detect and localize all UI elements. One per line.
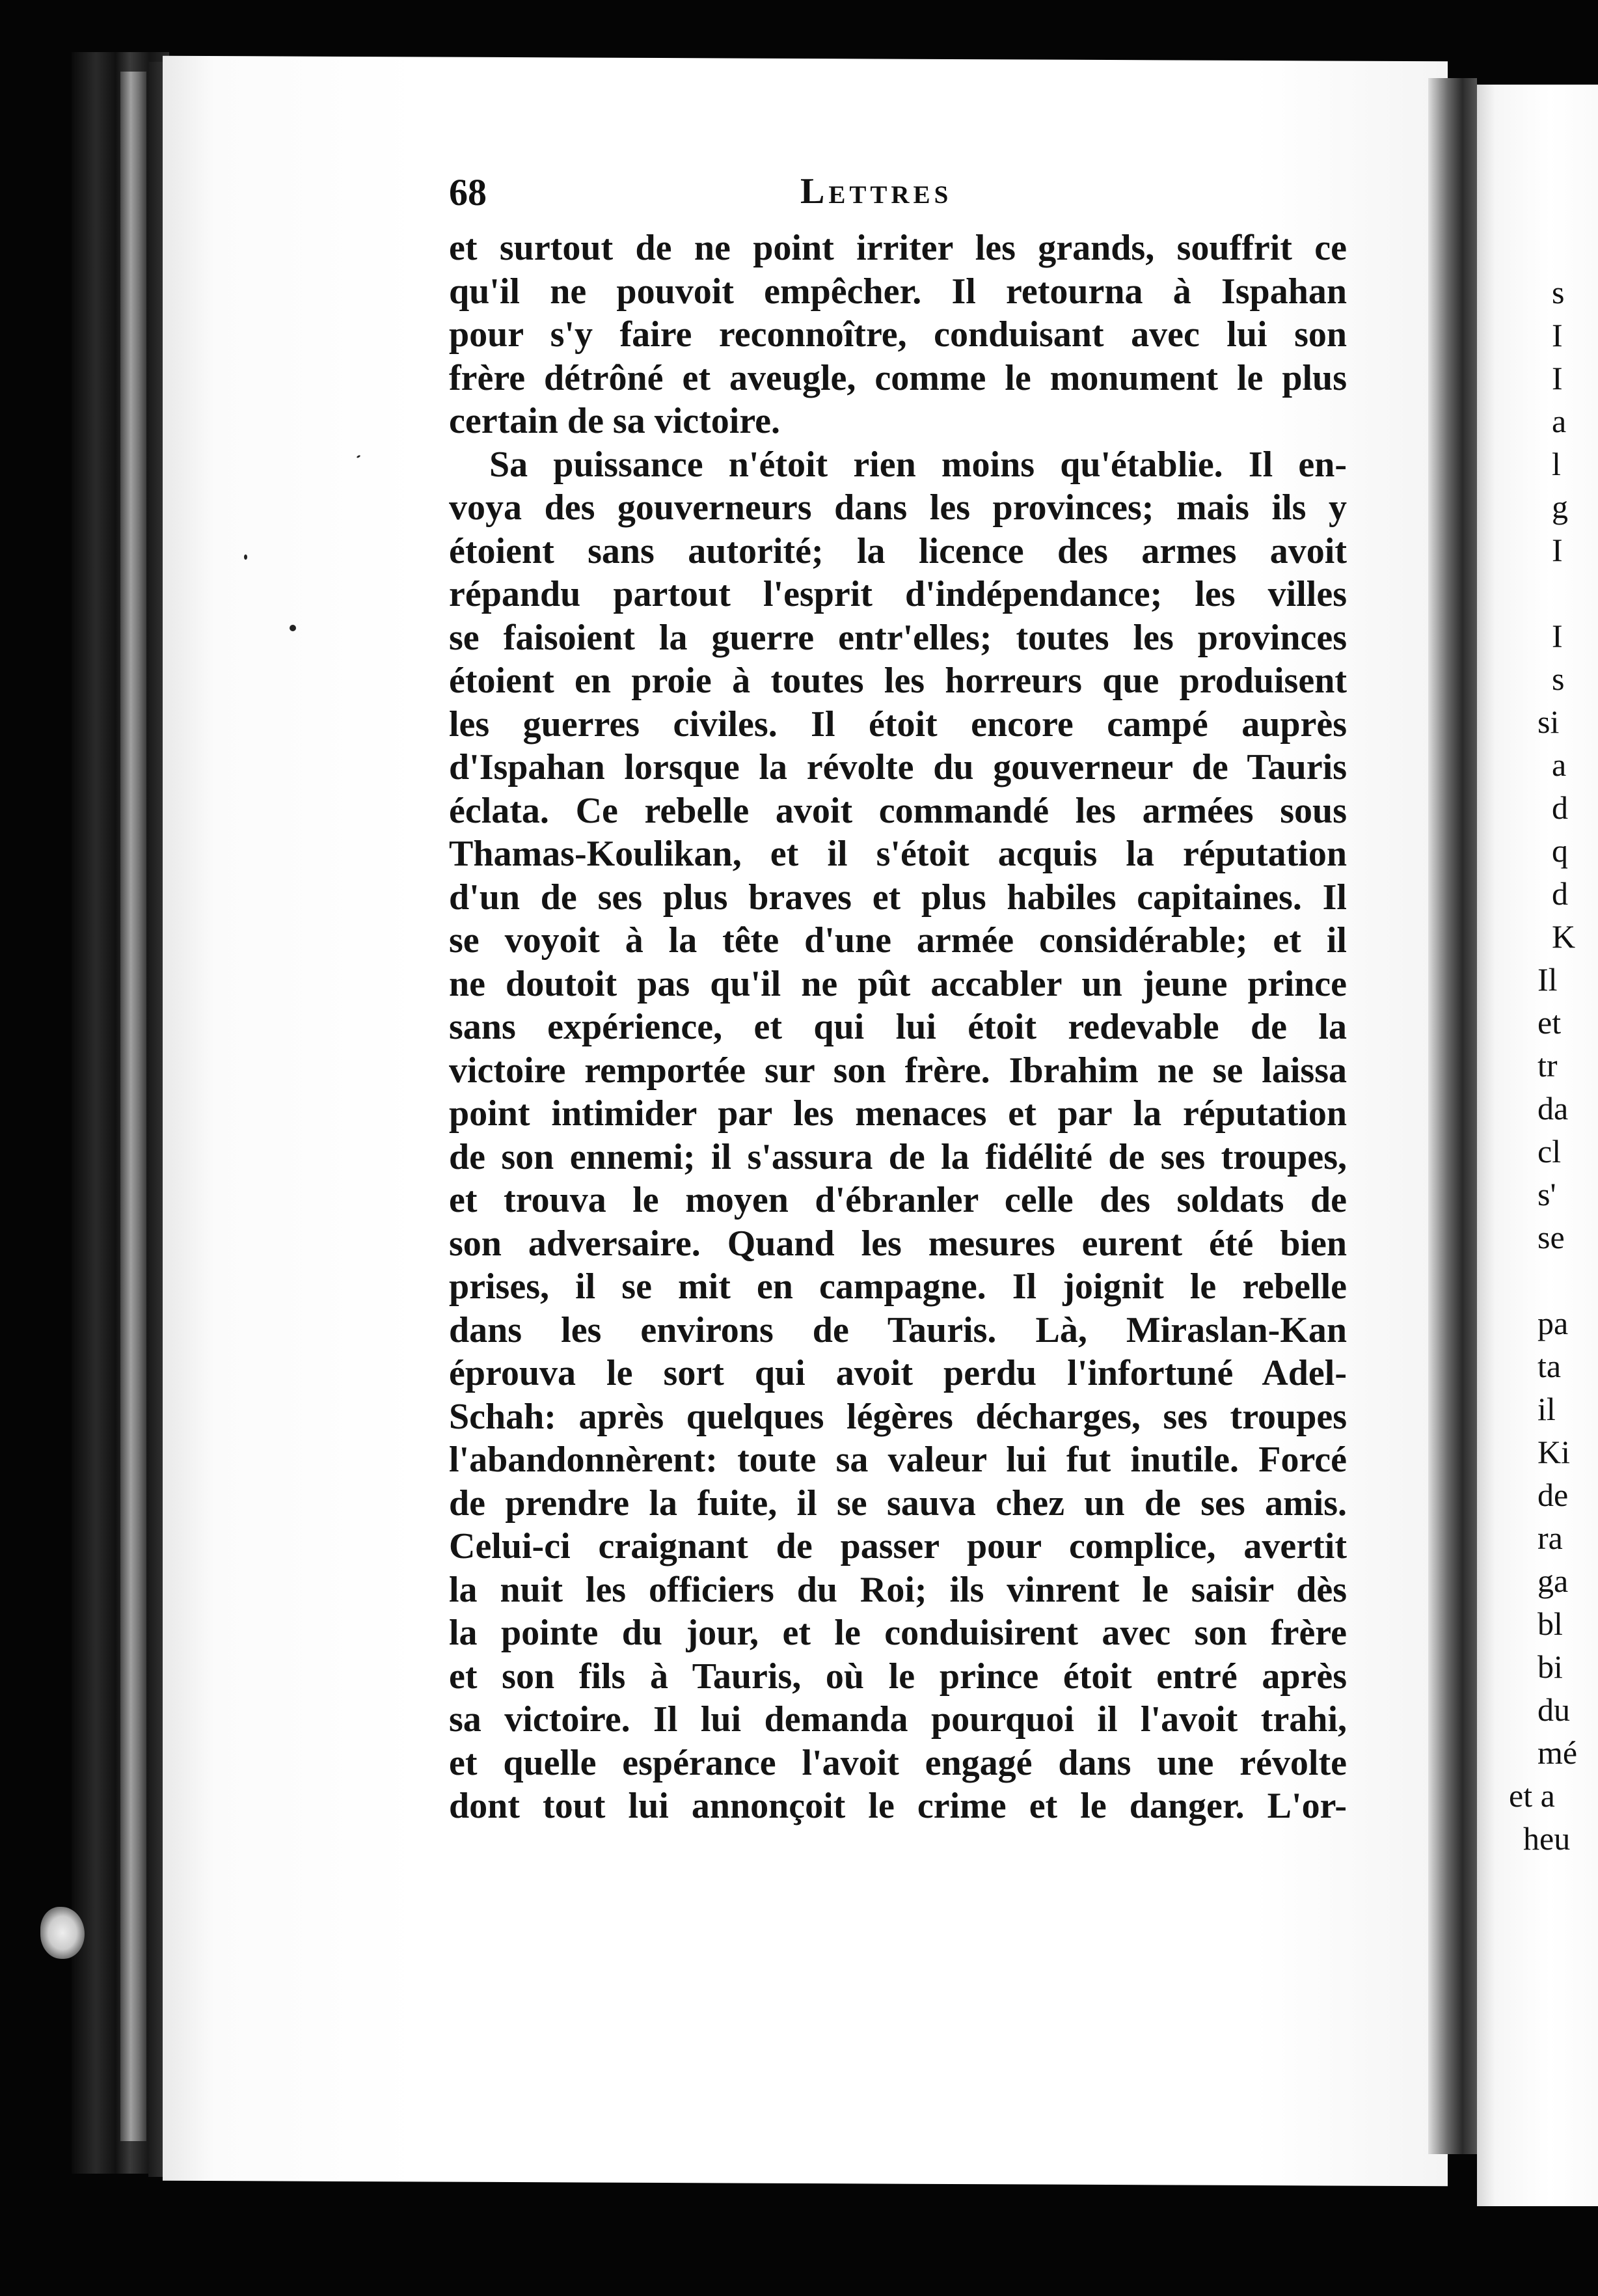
facing-page-fragment: tr (1537, 1047, 1558, 1084)
text-line: d'Ispahan lorsque la révolte du gouverneur de Tauris (449, 747, 1347, 787)
facing-page-fragment: d (1552, 789, 1568, 826)
facing-page-fragment: I (1552, 317, 1563, 353)
facing-page-fragment: pa (1537, 1305, 1569, 1341)
text-line: d'un de ses plus braves et plus habiles capitaines. Il (449, 877, 1347, 918)
text-line: Sa puissance n'étoit rien moins qu'établie. Il en- (489, 444, 1347, 485)
page-number: 68 (449, 171, 487, 213)
facing-page-fragment: q (1552, 832, 1568, 869)
text-line: éprouva le sort qui avoit perdu l'infortuné Adel- (449, 1353, 1347, 1393)
text-line: étoient sans autorité; la licence des armes avoit (449, 530, 1347, 571)
facing-page-fragment: ra (1537, 1520, 1563, 1556)
text-line: prises, il se mit en campagne. Il joignit le rebelle (449, 1266, 1347, 1307)
text-line: et surtout de ne point irriter les grands, souffrit ce (449, 228, 1347, 268)
text-line: et trouva le moyen d'ébranler celle des soldats de (449, 1180, 1347, 1220)
text-line: victoire remportée sur son frère. Ibrahim ne se laissa (449, 1050, 1347, 1091)
text-line: l'abandonnèrent: toute sa valeur lui fut inutile. Forcé (449, 1440, 1347, 1480)
text-line: voya des gouverneurs dans les provinces; mais ils y (449, 487, 1347, 528)
facing-page-fragment: da (1537, 1090, 1569, 1127)
text-line: étoient en proie à toutes les horreurs que produisent (449, 661, 1347, 701)
text-line: la nuit les officiers du Roi; ils vinrent le saisir dès (449, 1569, 1347, 1610)
facing-page-fragment: g (1552, 489, 1568, 525)
paper-blot (40, 1907, 85, 1959)
text-line: point intimider par les menaces et par la réputation (449, 1093, 1347, 1134)
facing-page-fragment: I (1552, 532, 1563, 568)
text-line: éclata. Ce rebelle avoit commandé les armées sous (449, 790, 1347, 831)
text-line: pour s'y faire reconnoître, conduisant avec lui son (449, 314, 1347, 355)
facing-page-sliver (1477, 85, 1598, 2206)
text-line: Celui-ci craignant de passer pour complice, avertit (449, 1526, 1347, 1566)
book-binding-highlight (120, 72, 146, 2141)
facing-page-fragment: s' (1537, 1176, 1556, 1212)
running-head: Lettres (800, 171, 953, 212)
page-header (449, 171, 1347, 216)
facing-page-fragment: Ki (1537, 1434, 1570, 1470)
stray-mark (290, 625, 296, 631)
facing-page-fragment: et a (1509, 1777, 1555, 1814)
facing-page-fragment: de (1537, 1477, 1569, 1513)
facing-page-fragment: il (1537, 1391, 1556, 1427)
facing-page-fragment: se (1537, 1219, 1565, 1255)
facing-page-fragment: a (1552, 403, 1567, 439)
text-line: certain de sa victoire. (449, 401, 781, 441)
facing-page-fragment: s (1552, 661, 1565, 697)
text-line: les guerres civiles. Il étoit encore campé auprès (449, 704, 1347, 745)
facing-page-fragment: du (1537, 1691, 1570, 1728)
facing-page-fragment: bl (1537, 1606, 1563, 1642)
text-line: se voyoit à la tête d'une armée considérable; et il (449, 920, 1347, 961)
text-line: sa victoire. Il lui demanda pourquoi il l'avoit trahi, (449, 1699, 1347, 1740)
stray-mark (244, 554, 247, 560)
facing-page-fragment: K (1552, 918, 1576, 955)
page-gutter-shadow (1428, 78, 1477, 2154)
text-line: de prendre la fuite, il se sauva chez un de ses amis. (449, 1483, 1347, 1524)
text-line: et son fils à Tauris, où le prince étoit entré après (449, 1656, 1347, 1697)
facing-page-fragment: l (1552, 446, 1561, 482)
facing-page-fragment: a (1552, 746, 1567, 783)
text-line: et quelle espérance l'avoit engagé dans une révolte (449, 1742, 1347, 1783)
facing-page-fragment: ta (1537, 1348, 1562, 1384)
facing-page-fragment: Il (1537, 961, 1558, 998)
text-line: répandu partout l'esprit d'indépendance; les villes (449, 574, 1347, 614)
text-line: Schah: après quelques légères décharges, ses troupes (449, 1396, 1347, 1437)
text-line: qu'il ne pouvoit empêcher. Il retourna à Ispahan (449, 271, 1347, 312)
facing-page-fragment: I (1552, 618, 1563, 654)
text-line: sans expérience, et qui lui étoit redevable de la (449, 1007, 1347, 1047)
facing-page-fragment: mé (1537, 1734, 1578, 1771)
text-line: dont tout lui annonçoit le crime et le danger. L'or- (449, 1786, 1347, 1826)
facing-page-fragment: ga (1537, 1563, 1569, 1599)
text-line: de son ennemi; il s'assura de la fidélité de ses troupes, (449, 1136, 1347, 1177)
facing-page-fragment: cl (1537, 1133, 1562, 1169)
text-line: Thamas-Koulikan, et il s'étoit acquis la réputation (449, 834, 1347, 874)
text-line: ne doutoit pas qu'il ne pût accabler un jeune prince (449, 963, 1347, 1004)
facing-page-fragment: d (1552, 875, 1568, 912)
text-line: la pointe du jour, et le conduisirent avec son frère (449, 1613, 1347, 1653)
text-line: dans les environs de Tauris. Là, Miraslan-Kan (449, 1309, 1347, 1350)
facing-page-fragment: s (1552, 274, 1565, 310)
body-text (449, 226, 1347, 1828)
text-line: frère détrôné et aveugle, comme le monument le plus (449, 357, 1347, 398)
facing-page-fragment: et (1537, 1004, 1562, 1041)
text-line: son adversaire. Quand les mesures eurent été bien (449, 1223, 1347, 1264)
text-line: se faisoient la guerre entr'elles; toutes les provinces (449, 617, 1347, 658)
facing-page-fragment: si (1537, 704, 1560, 740)
facing-page-fragment: heu (1523, 1820, 1571, 1857)
facing-page-fragment: bi (1537, 1648, 1563, 1685)
facing-page-fragment: I (1552, 360, 1563, 396)
